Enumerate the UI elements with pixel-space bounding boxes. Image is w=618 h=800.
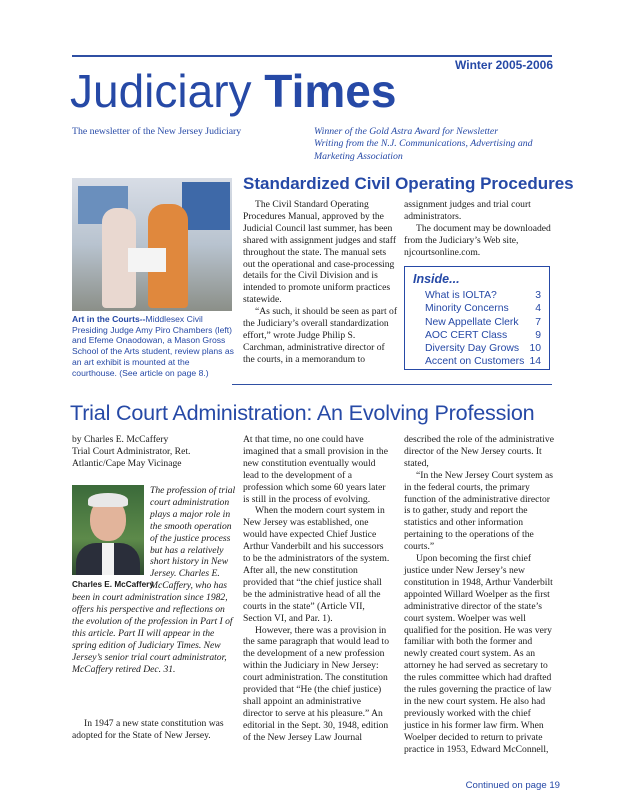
inside-item[interactable] [425, 289, 541, 302]
inside-item-page: 9 [535, 329, 541, 341]
paragraph: At that time, no one could have imagined that a small provision in the new constitution eventually would lead to the development of a profession which some 60 years later is still in the process of evolving. [243, 434, 388, 505]
paragraph: assignment judges and trial court administrators. [404, 199, 531, 222]
inside-heading: Inside... [413, 272, 460, 286]
inside-item[interactable] [425, 302, 541, 315]
inside-item-page: 4 [535, 303, 541, 315]
intro-float [72, 485, 150, 591]
article1-col2 [404, 199, 554, 259]
award-line: Writing from the N.J. Communications, Advertising and [314, 138, 533, 150]
paragraph: The document may be downloaded from the Judiciary’s Web site, njcourtsonline.com. [404, 222, 551, 258]
inside-item-label: Minority Concerns [425, 303, 509, 315]
paragraph: “As such, it should be seen as part of the Judiciary’s overall standardization effort,” wrote Judge Philip S. Carchman, administrative director of the courts, in a memorandum to [243, 306, 398, 365]
inside-list [413, 289, 541, 369]
article2-col3 [404, 434, 554, 755]
article2-col2 [243, 434, 393, 744]
paragraph: However, there was a provision in the same paragraph that would lead to the development of a new profession within the Judiciary in New Jersey: court administration. The constitution provided that “He (the chief justice) shall appoint an administrative director to serve at his pleasure.” An editorial in the Sept. 30, 1948, edition of the New Jersey Law Journal [243, 624, 389, 743]
paragraph: “In the New Jersey Court system as in the federal courts, the primary function of the administrative director is to gather, study and report the statistics and other information pertaining to the operations of the courts.” [404, 469, 553, 553]
paragraph: The Civil Standard Operating Procedures Manual, approved by the Judicial Council last summer, has been shared with assignment judges and staff throughout the state. The manual sets out the operational and case-processing details for the Civil Division and is intended to promote uniform practices statewide. [243, 199, 397, 306]
inside-item-label: Diversity Day Grows [425, 343, 520, 355]
photo-artwork [182, 182, 230, 230]
article2-intro [72, 485, 237, 676]
photo-caption [72, 314, 234, 378]
section-rule [232, 384, 552, 385]
byline [72, 434, 237, 470]
paragraph: When the modern court system in New Jersey was established, one would have expected Chief Justice Arthur Vanderbilt and his successors to be the administrators of the system. After all, the new constitution provided that “the chief justice shall be the administrative head of all the courts in the state” (Article VII, Section VI, and Par. 1). [243, 505, 390, 624]
byline-line: Atlantic/Cape May Vicinage [72, 457, 182, 469]
intro-text: The profession of trial court administration plays a major role in the smooth operation of the justice process but has a relatively short history in New Jersey. Charles E. McCaffery, who has been in court administration since 1982, offers his perspective and reflections on the evolution of the profession in Part I of this article. Part II will appear in the spring edition of Judiciary Times. New Jersey’s senior trial court administrator, McCaffery retired Dec. 31. [72, 485, 236, 675]
paragraph: In 1947 a new state constitution was adopted for the State of New Jersey. [72, 718, 224, 741]
top-rule [72, 55, 552, 57]
inside-item-label: New Appellate Clerk [425, 316, 519, 328]
art-in-courts-photo [72, 178, 232, 311]
award-line: Winner of the Gold Astra Award for Newsletter [314, 126, 499, 137]
inside-item[interactable] [425, 342, 541, 355]
photo-paper [128, 248, 166, 272]
inside-item-page: 7 [535, 316, 541, 328]
continued-link[interactable]: Continued on page 19 [465, 780, 560, 791]
article2-headline: Trial Court Administration: An Evolving Profession [70, 400, 535, 425]
inside-item[interactable] [425, 329, 541, 342]
inside-item-page: 10 [529, 343, 541, 355]
title-light: Judiciary [70, 65, 252, 117]
article2-col1-end [72, 718, 237, 742]
title-bold: Times [264, 65, 397, 117]
paragraph: described the role of the administrative director of the New Jersey courts. It stated, [404, 434, 554, 469]
inside-item[interactable] [425, 316, 541, 329]
tagline: The newsletter of the New Jersey Judiciary [72, 126, 242, 137]
inside-item-label: AOC CERT Class [425, 329, 508, 341]
inside-item-page: 14 [529, 356, 541, 368]
inside-item-label: Accent on Customers [425, 356, 525, 368]
inside-item-label: What is IOLTA? [425, 290, 497, 301]
photo2-caption: Charles E. McCaffery [72, 580, 154, 589]
issue-date: Winter 2005-2006 [455, 58, 553, 72]
article1-headline: Standardized Civil Operating Procedures [243, 174, 574, 193]
masthead-title [70, 64, 396, 118]
paragraph: Upon becoming the first chief justice under New Jersey’s new constitution in 1948, Arthur Vanderbilt appointed Willard Woelper as the first administrative director of the state’s court system. Woelper was well qualified for the position. He was very familiar with both the former and newly created court system. As an attorney he had served as secretary to the rules committee which had drafted the rules governing the practice of law in the new court system. He also had previously worked with the chief justice in his former law firm. When Woelper decided to return to private practice in 1953, Edward McConnell, [404, 553, 553, 755]
caption-lead: Art in the Courts-- [72, 314, 146, 324]
article1-col1 [243, 199, 398, 366]
inside-box [404, 266, 550, 370]
caption-text: Middlesex Civil Presiding Judge Amy Piro Chambers (left) and Efeme Onaodowan, a Mason Gross School of the Arts student, review plans as an art exhibit is mounted at the courthouse. (See article on page 8.) [72, 314, 234, 378]
inside-item-page: 3 [535, 290, 541, 301]
byline-line: Trial Court Administrator, Ret. [72, 445, 191, 457]
award-line: Marketing Association [314, 150, 403, 162]
award-text [314, 126, 533, 163]
byline-line: by Charles E. McCaffery [72, 434, 169, 445]
inside-item[interactable] [425, 355, 541, 368]
